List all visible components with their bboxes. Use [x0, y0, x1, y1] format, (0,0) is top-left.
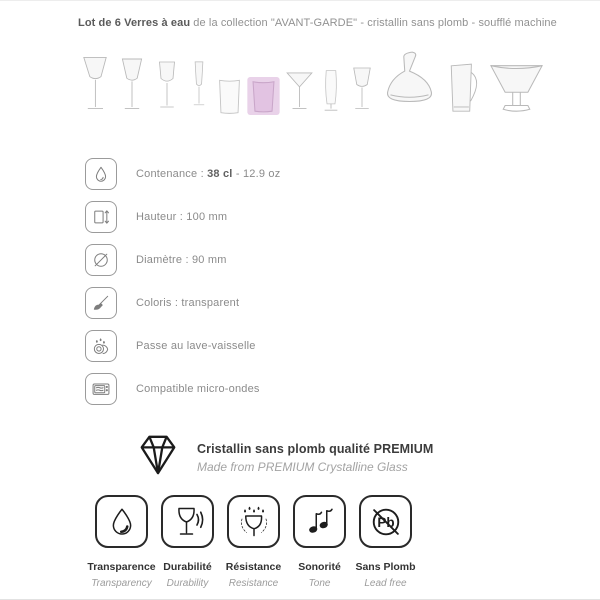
- feature-label-en: Lead free: [364, 578, 407, 589]
- music-notes-icon: [293, 495, 346, 548]
- champagne-flute-icon[interactable]: [186, 53, 212, 115]
- svg-text:Pb: Pb: [376, 514, 395, 530]
- dishwasher-icon: [85, 330, 117, 362]
- spec-microwave-text: Compatible micro-ondes: [136, 383, 260, 395]
- wine-glass-tulip-icon[interactable]: [152, 51, 182, 115]
- spec-row-color: [85, 286, 280, 320]
- wine-glass-angular-icon[interactable]: [347, 63, 377, 115]
- spec-row-diameter: [85, 243, 280, 277]
- spec-row-height: [85, 200, 280, 234]
- spec-dishwasher-text: Passe au lave-vaisselle: [136, 340, 256, 352]
- water-drop-icon: [95, 495, 148, 548]
- feature-label-fr: Résistance: [225, 561, 282, 573]
- spec-capacity-text: Contenance : 38 cl - 12.9 oz: [136, 168, 281, 180]
- tumbler-icon[interactable]: [216, 78, 243, 115]
- spec-row-microwave: [85, 372, 280, 406]
- no-lead-pb-icon: [359, 495, 412, 548]
- spec-list: [85, 157, 280, 415]
- feature-durability: [161, 495, 214, 589]
- feature-resistance: [227, 495, 280, 589]
- feature-label-fr: Sonorité: [298, 561, 341, 573]
- martini-glass-icon[interactable]: [284, 68, 315, 115]
- height-icon: [85, 201, 117, 233]
- product-title-rest: de la collection "AVANT-GARDE" - cristallin sans plomb - soufflé machine: [190, 17, 557, 29]
- feature-badges: [87, 495, 416, 589]
- spec-diameter-text: Diamètre : 90 mm: [136, 254, 227, 266]
- feature-tone: [293, 495, 346, 589]
- diamond-icon: [135, 433, 181, 482]
- resistance-glass-icon: [227, 495, 280, 548]
- durability-glass-icon: [161, 495, 214, 548]
- spec-row-capacity: [85, 157, 280, 191]
- tall-glass-icon[interactable]: [319, 69, 343, 115]
- premium-text: [197, 442, 433, 474]
- premium-title: Cristallin sans plomb qualité PREMIUM: [197, 441, 434, 456]
- feature-transparency: [87, 495, 156, 589]
- wine-glass-large-icon[interactable]: [78, 51, 112, 115]
- feature-label-en: Resistance: [228, 578, 279, 589]
- premium-subtitle: Made from PREMIUM Crystalline Glass: [197, 459, 408, 474]
- spec-row-dishwasher: [85, 329, 280, 363]
- spec-color-text: Coloris : transparent: [136, 297, 240, 309]
- feature-label-fr: Durabilité: [163, 561, 212, 573]
- feature-label-fr: Sans Plomb: [355, 561, 416, 573]
- product-title: [78, 17, 558, 29]
- microwave-icon: [85, 373, 117, 405]
- feature-label-en: Transparency: [91, 578, 152, 589]
- feature-label-en: Tone: [308, 578, 331, 589]
- feature-label-en: Durability: [166, 578, 209, 589]
- footed-bowl-icon[interactable]: [488, 60, 545, 115]
- decanter-icon[interactable]: [381, 50, 438, 115]
- pitcher-icon[interactable]: [442, 62, 484, 115]
- droplet-icon: [85, 158, 117, 190]
- wine-glass-icon[interactable]: [116, 51, 148, 115]
- water-glass-selected-icon[interactable]: [247, 77, 280, 115]
- brush-icon: [85, 287, 117, 319]
- product-title-bold: Lot de 6 Verres à eau: [78, 17, 191, 29]
- collection-strip: [78, 49, 548, 115]
- diameter-icon: [85, 244, 117, 276]
- feature-label-fr: Transparence: [87, 561, 156, 573]
- premium-banner: [135, 433, 433, 482]
- feature-lead-free: [355, 495, 416, 589]
- spec-height-text: Hauteur : 100 mm: [136, 211, 228, 223]
